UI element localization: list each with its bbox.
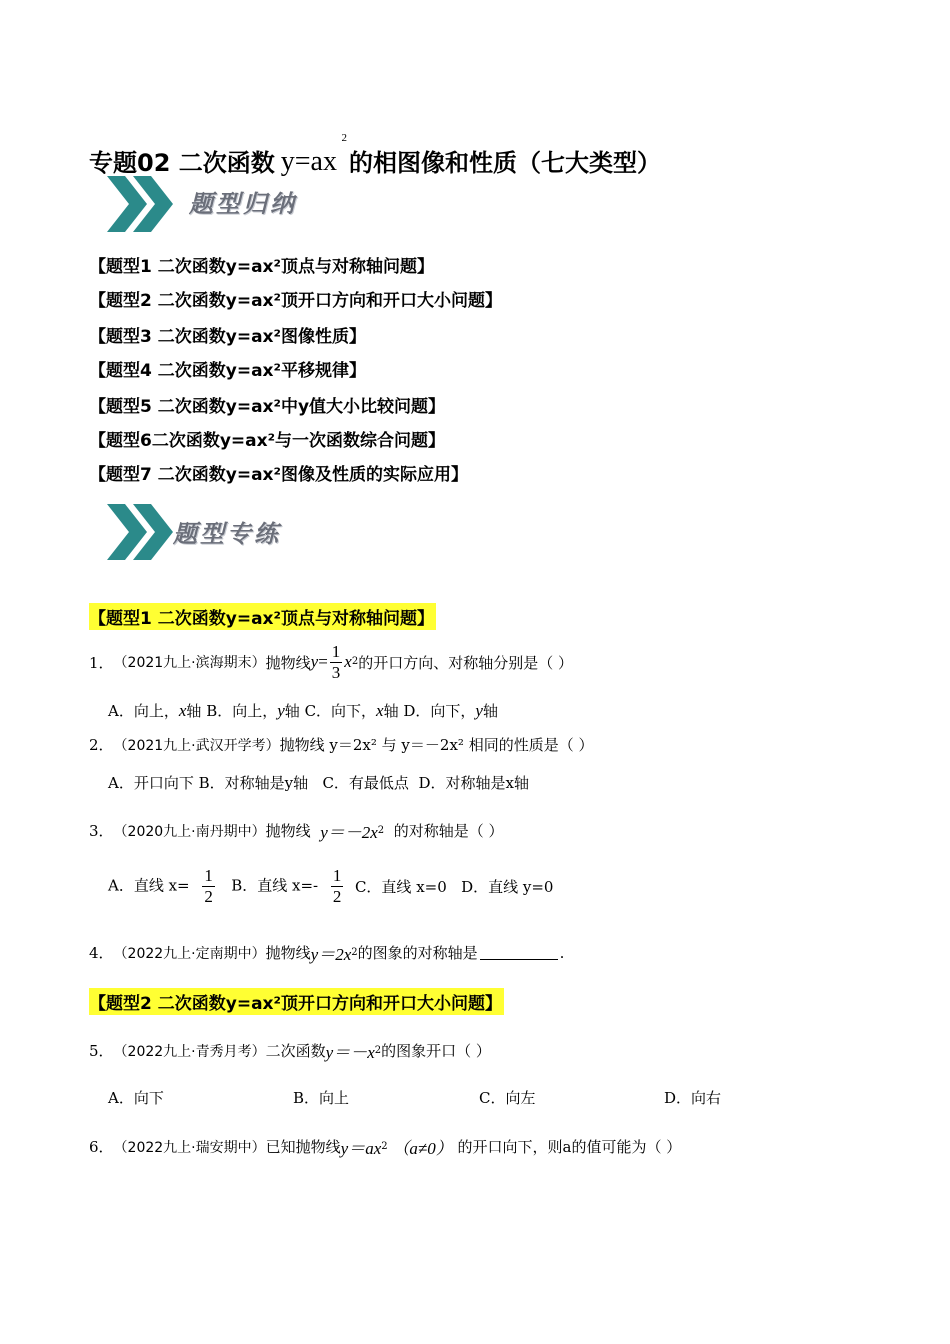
- question-source: （2020九上·南丹期中）: [113, 823, 266, 840]
- summary-banner-label: 题型归纳: [189, 190, 297, 218]
- question-source: （2022九上·青秀月考）: [113, 1043, 266, 1060]
- summary-banner: [103, 172, 343, 242]
- question-source: （2021九上·滨海期末）: [113, 655, 266, 671]
- option-b: B．直线 x=- $\frac{1}{2}$: [231, 866, 342, 906]
- practice-banner-label: 题型专练: [173, 520, 281, 548]
- fraction: $\frac{1}{3}$: [331, 641, 341, 682]
- summary-item-3: 【题型3 二次函数y=ax²图像性质】: [89, 327, 366, 347]
- option-a: A．直线 x= $\frac{1}{2}$: [108, 866, 213, 906]
- option-c: C．向左: [479, 1089, 536, 1107]
- option-c: C．直线 x=0: [354, 878, 447, 896]
- title-suffix: 的相图像和性质（七大类型）: [348, 149, 661, 177]
- option-d: D．对称轴是x轴: [418, 774, 529, 792]
- option-b: B．向上，y轴: [206, 701, 300, 720]
- question-2: 2． （2021九上·武汉开学考） 抛物线 y＝2x² 与 y＝－2x² 相同的性质是（ ）: [89, 736, 594, 754]
- option-d: D．向下，y轴: [403, 701, 498, 720]
- summary-item-2: 【题型2 二次函数y=ax²顶开口方向和开口大小问题】: [89, 291, 502, 311]
- summary-item-4: 【题型4 二次函数y=ax²平移规律】: [89, 361, 366, 381]
- practice-banner: [103, 500, 343, 570]
- question-3: 3． （2020九上·南丹期中） 抛物线 y＝－2x 2 的对称轴是（ ）: [89, 822, 504, 842]
- question-6: 6． （2022九上·瑞安期中） 已知抛物线 y＝ax 2 （a≠0） 的开口向下，则a的值可能为（ ）: [89, 1138, 682, 1158]
- page-title: [89, 118, 661, 178]
- option-b: B．对称轴是y轴: [198, 774, 309, 792]
- question-5: 5． （2022九上·青秀月考） 二次函数 y＝－x 2 的图象开口（ ）: [89, 1042, 491, 1062]
- option-a: A．向上，x轴: [108, 701, 202, 720]
- double-chevron-icon: [103, 500, 183, 564]
- title-prefix: 专题02 二次函数: [89, 149, 275, 177]
- option-a: A．向下: [108, 1089, 164, 1107]
- summary-item-1: 【题型1 二次函数y=ax²顶点与对称轴问题】: [89, 257, 434, 277]
- question-source: （2021九上·武汉开学考）: [113, 737, 280, 754]
- question-1: 1． （2021九上·滨海期末） 抛物线 y = $\frac{1}{3}$ x 2 的开口方向、对称轴分别是（ ）: [89, 641, 573, 682]
- summary-item-6: 【题型6二次函数y=ax²与一次函数综合问题】: [89, 431, 446, 451]
- question-source: （2022九上·定南期中）: [113, 945, 266, 962]
- section-header-1: 【题型1 二次函数y=ax²顶点与对称轴问题】: [89, 603, 436, 630]
- answer-blank[interactable]: [480, 945, 558, 960]
- option-d: D．直线 y=0: [461, 878, 554, 896]
- summary-item-5: 【题型5 二次函数y=ax²中y值大小比较问题】: [89, 397, 446, 417]
- option-b: B．向上: [293, 1089, 350, 1107]
- question-1-options: [108, 700, 498, 721]
- option-c: C．有最低点: [322, 774, 409, 792]
- summary-item-7: 【题型7 二次函数y=ax²图像及性质的实际应用】: [89, 465, 468, 485]
- option-d: D．向右: [664, 1089, 722, 1107]
- question-source: （2022九上·瑞安期中）: [113, 1139, 266, 1156]
- section-header-2: 【题型2 二次函数y=ax²顶开口方向和开口大小问题】: [89, 988, 504, 1015]
- double-chevron-icon: [103, 172, 183, 236]
- question-4: 4． （2022九上·定南期中） 抛物线 y＝2x 2 的图象的对称轴是 .: [89, 943, 565, 964]
- option-c: C．向下，x轴: [304, 701, 399, 720]
- question-3-options: [108, 866, 553, 907]
- question-2-options: [108, 772, 529, 793]
- option-a: A．开口向下: [108, 774, 194, 792]
- title-formula: y=ax 2: [280, 132, 347, 177]
